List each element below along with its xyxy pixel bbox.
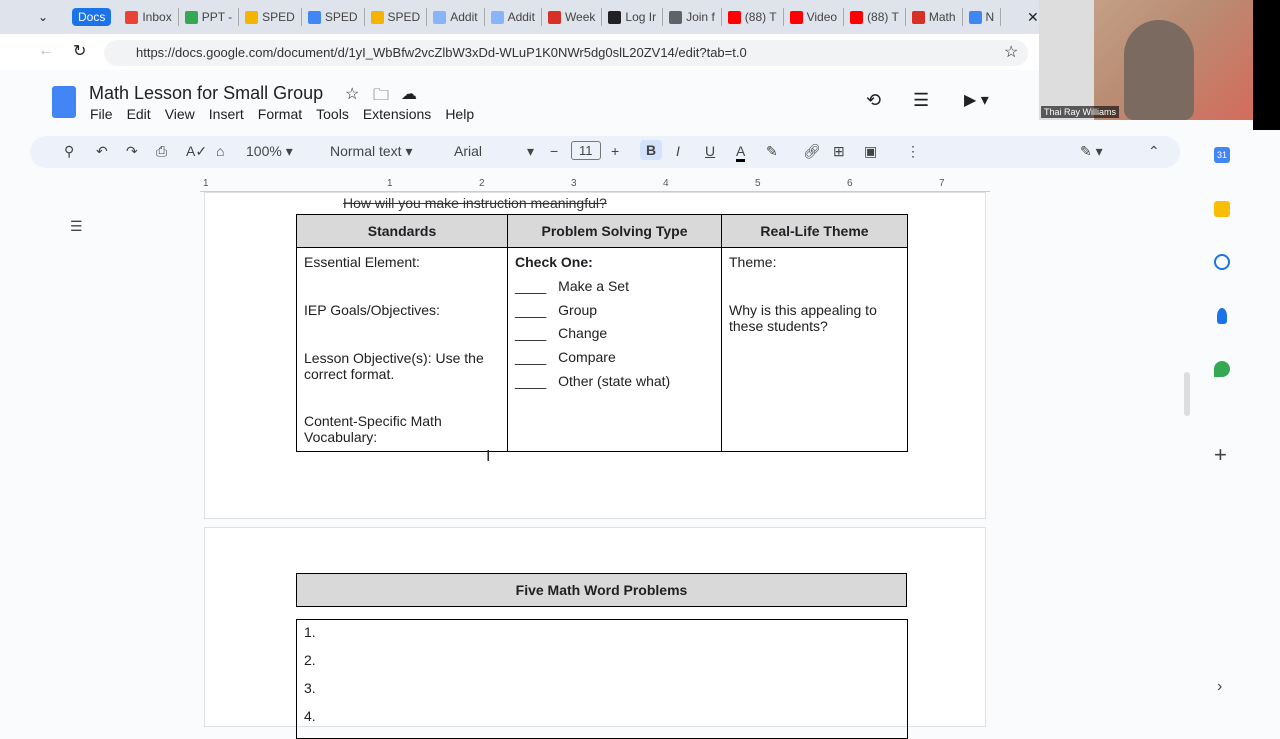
side-panel [1190,130,1252,720]
lesson-objective: Lesson Objective(s): Use the correct format. [304,350,484,382]
star-icon[interactable]: ☆ [1004,44,1019,61]
tab-label: Addit [450,10,478,24]
menu-view[interactable]: View [164,106,195,122]
highlight-icon[interactable]: ✎ [766,143,778,159]
toolbar [30,136,1180,168]
black-bar [1253,0,1280,130]
option-label: Make a Set [558,278,629,294]
menu-file[interactable]: File [90,106,113,122]
docs-header [0,70,1040,134]
tab-label: PPT - [201,10,233,24]
browser-tab[interactable] [302,8,365,26]
browser-tab[interactable] [427,8,484,26]
calendar-icon[interactable]: 31 [1214,147,1230,163]
browser-tab[interactable] [365,8,428,26]
ruler-label: 4 [663,178,669,189]
browser-tab[interactable] [239,8,302,26]
reload-icon[interactable]: ↻ [73,43,87,60]
word-problems-header: Five Math Word Problems [296,573,907,607]
lesson-table [296,214,908,452]
italic-button[interactable]: I [676,143,680,159]
font-size-field[interactable]: 11 [571,141,601,160]
link-icon[interactable]: 🔗︎ [803,143,821,159]
browser-tab[interactable] [485,8,542,26]
header-theme: Real-Life Theme [722,215,908,248]
increase-font-size-icon[interactable]: + [611,143,620,159]
print-icon[interactable]: ⎙ [156,143,168,159]
url-field[interactable] [104,40,1028,66]
ruler-label: 2 [479,178,485,189]
problem-type-cell[interactable] [508,248,722,452]
ruler-label: 1 [203,178,209,189]
appeal-question: Why is this appealing to these students? [729,302,877,334]
page-1 [204,192,986,519]
browser-tab[interactable] [542,8,602,26]
header-standards: Standards [297,215,508,248]
outline-icon[interactable]: ☰ [70,218,83,234]
ruler-label: 1 [387,178,393,189]
docs-logo-icon[interactable] [52,86,76,118]
url-text: https://docs.google.com/document/d/1yI_WbBfw2vcZlbW3xDd-WLuP1K0NWr5dg0slL20ZV14/edit?tab=t.0 [136,45,747,60]
text-cursor-icon: I [486,448,491,465]
tasks-icon[interactable] [1214,254,1230,270]
tab-favicon-icon [548,11,561,24]
underline-button[interactable]: U [705,143,716,159]
menu-tools[interactable]: Tools [316,106,349,122]
blank-line: ____ [515,349,547,366]
tab-label: Log Ir [625,10,657,24]
tab-favicon-icon [125,11,138,24]
undo-icon[interactable]: ↶ [96,143,108,159]
problem-type-option[interactable] [515,278,714,302]
ruler[interactable] [200,178,990,192]
scrollbar[interactable] [1184,372,1190,416]
font-select[interactable]: Arial ▾ [454,143,534,159]
close-tab-icon[interactable]: ✕ [1027,8,1039,25]
presenter-name: Thai Ray Williams [1041,106,1119,118]
add-comment-icon[interactable]: ⊞ [833,143,845,159]
tab-label: SPED [387,10,421,24]
browser-tab[interactable] [602,8,663,26]
header-problem-type: Problem Solving Type [508,215,722,248]
browser-tab[interactable] [906,8,963,26]
browser-tab[interactable] [844,8,906,26]
decrease-font-size-icon[interactable]: − [550,143,559,159]
spellcheck-icon[interactable]: A✓ [186,143,208,159]
bold-button[interactable]: B [640,140,662,160]
ruler-label: 6 [847,178,853,189]
menu-extensions[interactable]: Extensions [362,106,432,122]
tab-favicon-icon [850,11,863,24]
tab-favicon-icon [912,11,925,24]
expand-panel-icon[interactable]: › [1217,678,1223,695]
browser-tab[interactable] [72,8,111,26]
standards-cell[interactable] [297,248,508,452]
menu-format[interactable]: Format [257,106,303,122]
contacts-icon[interactable] [1217,308,1227,324]
math-vocabulary: Content-Specific Math Vocabulary: [304,413,442,445]
tab-label: Docs [78,10,106,24]
option-label: Compare [558,349,616,366]
browser-tab[interactable] [963,8,1002,26]
blank-line: ____ [515,301,547,318]
problem-type-option[interactable] [515,373,714,397]
blank-line: ____ [515,372,547,389]
tab-favicon-icon [491,11,504,24]
tab-label: N [985,10,995,24]
webcam-overlay [1039,0,1253,120]
redo-icon[interactable]: ↷ [126,143,138,159]
text-color-button[interactable]: A [736,143,745,162]
paint-format-icon[interactable]: ⌂ [216,143,225,159]
tab-favicon-icon [185,11,198,24]
word-problem-item[interactable]: 4. [304,708,316,724]
presenter-image [1124,20,1194,120]
menu-bar [90,106,474,122]
check-one-label: Check One: [515,254,593,270]
option-label: Change [558,325,608,342]
iep-goals: IEP Goals/Objectives: [304,302,440,318]
browser-tab[interactable] [119,8,178,26]
tab-search-chevron-icon[interactable]: ⌄ [38,10,49,24]
menu-edit[interactable]: Edit [126,106,151,122]
ruler-label: 7 [939,178,945,189]
address-bar-row [0,34,1040,70]
browser-tab[interactable] [722,8,784,26]
star-doc-icon[interactable]: ☆ [345,86,360,103]
ruler-label: 3 [571,178,577,189]
tab-label: Inbox [142,10,172,24]
tab-favicon-icon [308,11,321,24]
tab-label: Week [564,10,596,24]
problem-type-option[interactable] [515,325,714,349]
browser-tab[interactable] [663,8,722,26]
tab-label: (88) T [744,10,777,24]
editing-mode-icon[interactable]: ✎ ▾ [1080,143,1103,159]
tab-favicon-icon [669,11,682,24]
cut-off-line: How will you make instruction meaningful? [343,195,607,211]
word-problem-item[interactable]: 2. [304,652,316,668]
version-history-icon[interactable]: ⟲ [866,90,882,110]
move-folder-icon[interactable]: 🗀 [373,87,390,104]
tab-favicon-icon [245,11,258,24]
tab-label: SPED [262,10,295,24]
browser-tab[interactable] [179,8,239,26]
meet-icon[interactable]: ▶ ▾ [964,92,989,109]
add-addon-icon[interactable]: + [1214,442,1227,467]
back-icon[interactable]: ← [38,42,54,59]
option-label: Other (state what) [558,372,671,389]
zoom-select[interactable]: 100% ▾ [246,143,293,159]
more-options-icon[interactable]: ⋮ [906,143,920,159]
tab-label: (88) T [867,10,899,24]
tab-label: Addit [507,10,535,24]
option-label: Group [558,301,598,318]
blank-line: ____ [515,325,547,342]
word-problem-item[interactable]: 1. [304,624,316,640]
problem-type-option[interactable] [515,349,714,373]
browser-tab[interactable] [784,8,844,26]
problem-type-option[interactable] [515,302,714,326]
tab-favicon-icon [728,11,741,24]
tab-favicon-icon [433,11,446,24]
tab-favicon-icon [371,11,384,24]
tab-label: Math [928,10,956,24]
style-select[interactable]: Normal text ▾ [330,143,413,159]
menu-insert[interactable]: Insert [208,106,244,122]
keep-icon[interactable] [1214,201,1230,217]
tab-label: Join f [686,10,715,24]
blank-line: ____ [515,278,547,294]
insert-image-icon[interactable]: ▣ [864,143,878,159]
tab-label: SPED [324,10,358,24]
comments-icon[interactable]: ☰ [913,90,930,110]
theme-label: Theme: [729,254,777,270]
cloud-status-icon: ☁ [401,86,417,103]
essential-element: Essential Element: [304,254,420,270]
maps-icon[interactable] [1214,361,1230,377]
collapse-toolbar-icon[interactable]: ⌃ [1148,143,1160,159]
word-problem-item[interactable]: 3. [304,680,316,696]
doc-title[interactable]: Math Lesson for Small Group [89,83,324,103]
menu-help[interactable]: Help [445,106,475,122]
search-menus-icon[interactable]: ⚲ [64,143,75,159]
window-blinds [1039,0,1094,120]
tab-favicon-icon [790,11,803,24]
tab-favicon-icon [608,11,621,24]
page-2 [204,527,986,727]
tab-favicon-icon [969,11,982,24]
theme-cell[interactable] [722,248,908,452]
word-problems-box[interactable] [296,619,908,739]
tab-label: Video [806,10,838,24]
ruler-label: 5 [755,178,761,189]
